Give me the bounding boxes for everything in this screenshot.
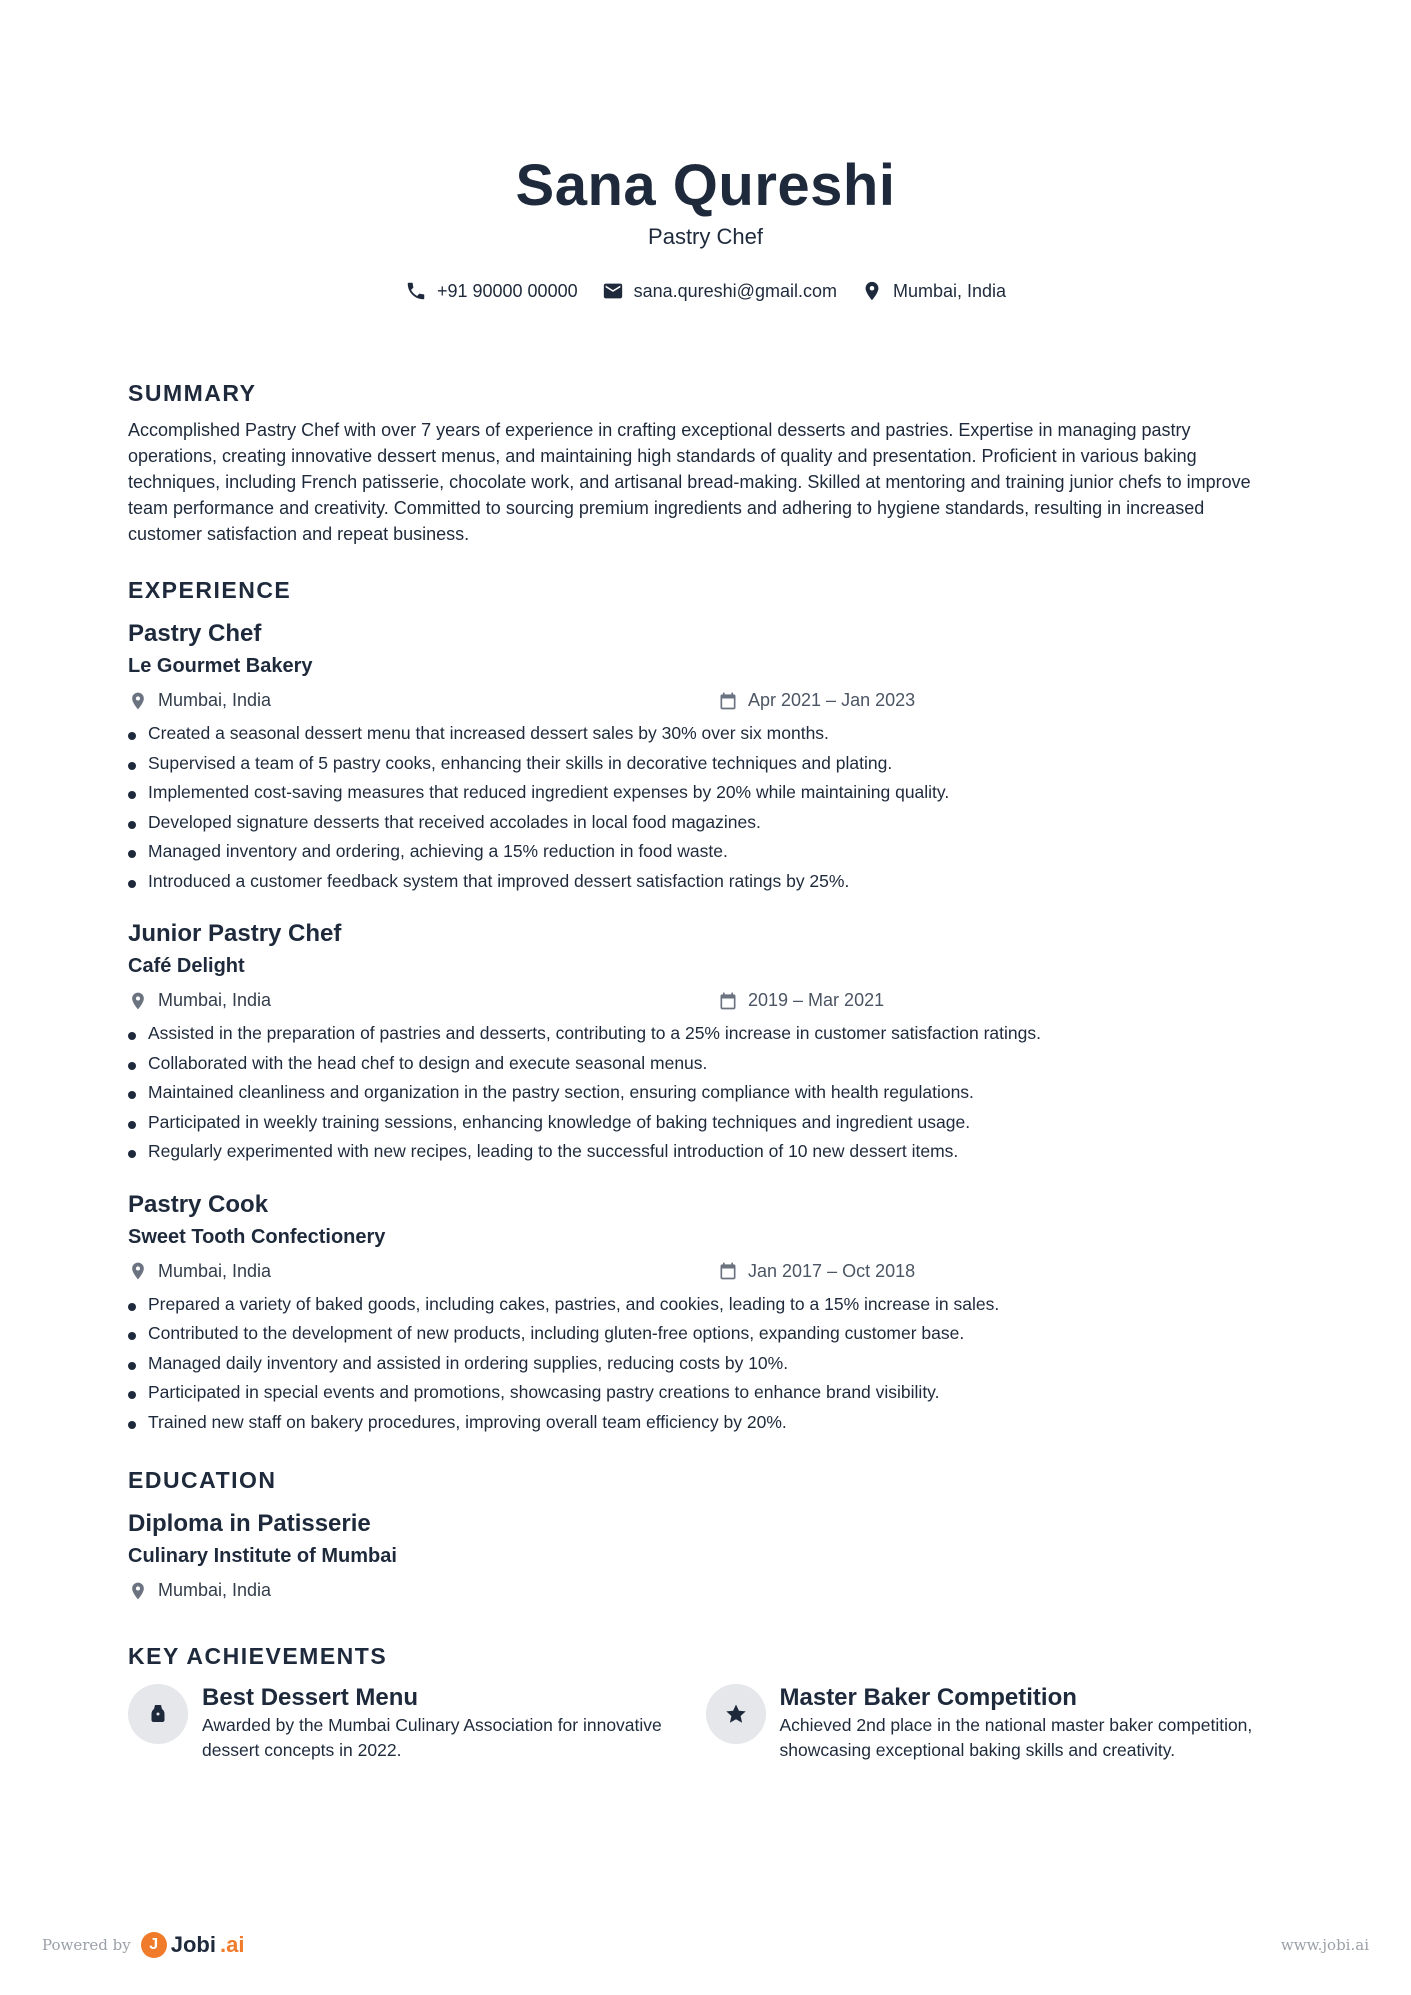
achievements-heading: KEY ACHIEVEMENTS (128, 1643, 388, 1669)
job-meta (128, 1261, 1283, 1282)
bullet-item: Trained new staff on bakery procedures, improving overall team efficiency by 20%. (128, 1408, 1283, 1438)
job-dates-text: Apr 2021 – Jan 2023 (748, 690, 916, 710)
job-company: Le Gourmet Bakery (128, 655, 313, 677)
trophy-icon (128, 1684, 188, 1744)
resume-header (0, 150, 1411, 302)
bullet-item: Collaborated with the head chef to design and execute seasonal menus. (128, 1049, 1283, 1079)
location-text: Mumbai, India (892, 280, 1007, 301)
contact-row (0, 280, 1411, 302)
brand-suffix: .ai (219, 1932, 245, 1957)
education-meta (128, 1580, 1283, 1601)
education-location-text: Mumbai, India (158, 1580, 272, 1600)
resume-body (128, 380, 1283, 1763)
location-pin-icon (128, 991, 148, 1011)
job-dates (718, 690, 915, 711)
job-title: Junior Pastry Chef (128, 920, 342, 947)
bullet-item: Developed signature desserts that received accolades in local food magazines. (128, 808, 1283, 838)
education-section (128, 1467, 1283, 1601)
bullet-item: Participated in weekly training sessions, enhancing knowledge of baking techniques and ingredient usage. (128, 1108, 1283, 1138)
job-title: Pastry Chef (128, 620, 262, 647)
achievement-title: Best Dessert Menu (202, 1684, 419, 1711)
contact-email[interactable] (602, 280, 837, 302)
job-location (128, 690, 718, 711)
calendar-icon (718, 691, 738, 711)
bullet-item: Introduced a customer feedback system that improved dessert satisfaction ratings by 25%. (128, 867, 1283, 897)
contact-location (861, 280, 1006, 302)
achievement-text (780, 1684, 1280, 1763)
job-dates-text: 2019 – Mar 2021 (748, 990, 885, 1010)
brand-main: Jobi (170, 1932, 216, 1957)
degree-title: Diploma in Patisserie (128, 1510, 371, 1537)
job-location-text: Mumbai, India (158, 690, 272, 710)
bullet-item: Supervised a team of 5 pastry cooks, enhancing their skills in decorative techniques and plating. (128, 749, 1283, 779)
experience-heading: EXPERIENCE (128, 577, 292, 603)
education-entry (128, 1508, 1283, 1601)
jobi-logo-icon: J (141, 1932, 167, 1958)
experience-section (128, 577, 1283, 1437)
achievement-description: Awarded by the Mumbai Culinary Association for innovative dessert concepts in 2022. (202, 1715, 662, 1760)
achievement-title: Master Baker Competition (779, 1684, 1077, 1711)
job-dates (718, 990, 884, 1011)
powered-by-label: Powered by (42, 1936, 131, 1954)
candidate-name: Sana Qureshi (515, 153, 896, 218)
achievements-row (128, 1684, 1283, 1763)
location-pin-icon (128, 691, 148, 711)
contact-phone[interactable] (405, 280, 578, 302)
job-entry (128, 1189, 1283, 1438)
education-heading: EDUCATION (128, 1467, 277, 1493)
bullet-item: Regularly experimented with new recipes, leading to the successful introduction of 10 new dessert items. (128, 1137, 1283, 1167)
powered-by (42, 1932, 244, 1958)
job-location-text: Mumbai, India (158, 990, 272, 1010)
job-title: Pastry Cook (128, 1190, 269, 1218)
job-location (128, 1261, 718, 1282)
job-meta (128, 990, 1283, 1011)
bullet-item: Contributed to the development of new products, including gluten-free options, expanding customer base. (128, 1319, 1283, 1349)
achievements-section (128, 1643, 1283, 1763)
job-entry (128, 618, 1283, 896)
phone-text: +91 90000 00000 (436, 280, 578, 301)
job-location (128, 990, 718, 1011)
job-meta (128, 690, 1283, 711)
job-company: Café Delight (128, 955, 245, 977)
summary-section (128, 380, 1283, 547)
bullet-item: Managed inventory and ordering, achieving a 15% reduction in food waste. (128, 837, 1283, 867)
bullet-item: Assisted in the preparation of pastries and desserts, contributing to a 25% increase in customer satisfaction ratings. (128, 1019, 1283, 1049)
bullet-item: Managed daily inventory and assisted in ordering supplies, reducing costs by 10%. (128, 1349, 1283, 1379)
bullet-item: Prepared a variety of baked goods, including cakes, pastries, and cookies, leading to a 15% increase in sales. (128, 1290, 1283, 1320)
job-bullets (128, 1019, 1283, 1167)
location-pin-icon (128, 1581, 148, 1601)
achievement-item (706, 1684, 1284, 1763)
job-company: Sweet Tooth Confectionery (128, 1225, 386, 1248)
email-text: sana.qureshi@gmail.com (633, 280, 837, 301)
email-icon (602, 280, 624, 302)
job-bullets (128, 1290, 1283, 1438)
job-dates (718, 1261, 915, 1282)
job-bullets (128, 719, 1283, 896)
calendar-icon (718, 991, 738, 1011)
school-name: Culinary Institute of Mumbai (128, 1545, 397, 1567)
calendar-icon (718, 1261, 738, 1281)
summary-text: Accomplished Pastry Chef with over 7 years of experience in crafting exceptional desserts and pastries. Expertise in managing pastry operations, creating innovative dessert menus, and maintaining high standards of quality and presentation. Proficient in various baking techniques, including French patisserie, chocolate work, and artisanal bread-making. Skilled at mentoring and training junior chefs to improve team performance and creativity. Committed to sourcing premium ingredients and adhering to hygiene standards, resulting in increased customer satisfaction and repeat business. (128, 420, 1251, 544)
job-location-text: Mumbai, India (158, 1260, 272, 1281)
footer-url[interactable]: www.jobi.ai (1280, 1936, 1369, 1954)
bullet-item: Maintained cleanliness and organization in the pastry section, ensuring compliance with health regulations. (128, 1078, 1283, 1108)
education-location (128, 1580, 718, 1601)
job-entry (128, 918, 1283, 1167)
bullet-item: Participated in special events and promotions, showcasing pastry creations to enhance brand visibility. (128, 1378, 1283, 1408)
brand-logo[interactable] (141, 1932, 245, 1958)
summary-heading: SUMMARY (128, 380, 257, 406)
phone-icon (405, 280, 427, 302)
location-pin-icon (128, 1261, 148, 1281)
achievement-description: Achieved 2nd place in the national master baker competition, showcasing exceptional baking skills and creativity. (779, 1715, 1253, 1760)
bullet-item: Implemented cost-saving measures that reduced ingredient expenses by 20% while maintaining quality. (128, 778, 1283, 808)
achievement-item (128, 1684, 706, 1763)
job-dates-text: Jan 2017 – Oct 2018 (748, 1260, 916, 1281)
page-footer (42, 1932, 1369, 1958)
location-pin-icon (861, 280, 883, 302)
bullet-item: Created a seasonal dessert menu that increased dessert sales by 30% over six months. (128, 719, 1283, 749)
achievement-text (202, 1684, 702, 1763)
star-icon (706, 1684, 766, 1744)
candidate-title: Pastry Chef (648, 224, 763, 249)
